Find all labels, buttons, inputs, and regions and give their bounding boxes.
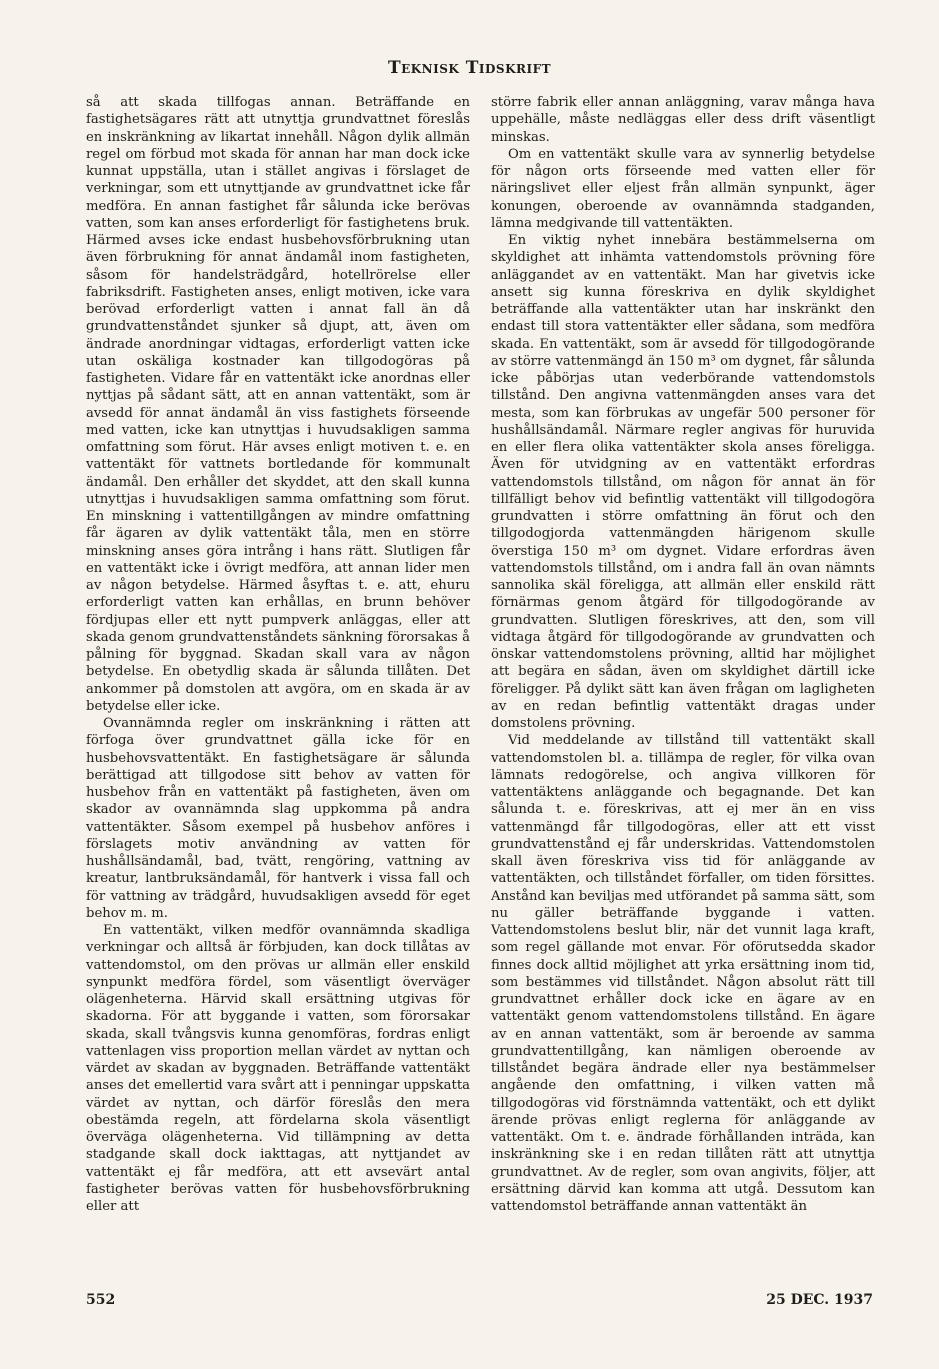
paragraph: En vattentäkt, vilken medför ovannämnda skadliga verkningar och alltså är förbjuden, kan dock tillåtas av vattendomstol, om den prövas ur allmän eller enskild synpunkt medföra fördel, som väsentligt överväger olägenheterna. Härvid skall ersättning utgivas för skadorna. För att byggande i vatten, som förorsakar skada, skall tvångsvis kunna genomföras, fordras enligt vattenlagen viss proportion mellan värdet av nyttan och värdet av skadan av byggnaden. Beträffande vattentäkt anses det emellertid vara svårt att i penningar uppskatta värdet av nyttan, och därför föreslås den mera obestämda regeln, att fördelarna skola väsentligt överväga olägenheterna. Vid tillämpning av detta stadgande skall dock iakttagas, att nyttjandet av vattentäkt ej får medföra, att ett avsevärt antal fastigheter berövas vatten för husbehovsförbrukning eller att — [86, 923, 470, 1214]
paragraph: Ovannämnda regler om inskränkning i rätten att förfoga över grundvattnet gälla icke för en husbehovsvattentäkt. En fastighetsägare är sålunda berättigad att tillgodose sitt behov av vatten för husbehov från en vattentäkt på fastigheten, även om skador av ovannämnda slag uppkomma på andra vattentäkter. Såsom exempel på husbehov anföres i förslagets motiv användning av vatten för hushållsändamål, bad, tvätt, rengöring, vattning av kreatur, lantbruksändamål, för hantverk i vissa fall och för vattning av trädgård, huvudsakligen avsedd för eget behov m. m. — [86, 716, 470, 921]
right-column — [491, 94, 875, 1215]
paragraph: Vid meddelande av tillstånd till vattentäkt skall vattendomstolen bl. a. tillämpa de regler, för vilka ovan lämnats redogörelse, och angiva villkoren för vattentäktens anläggande och begagnande. Det kan sålunda t. e. föreskrivas, att ej mer än en viss vattenmängd får tillgodogöras, eller att ett visst grundvattenstånd ej får underskridas. Vattendomstolen skall även föreskriva viss tid för anläggande av vattentäkten, och tillståndet förfaller, om tiden försittes. Anstånd kan beviljas med utförandet på samma sätt, som nu gäller beträffande byggande i vatten. Vattendomstolens beslut blir, när det vunnit laga kraft, som regel gällande mot envar. För oförutsedda skador finnes dock alltid möjlighet att yrka ersättning inom tid, som bestämmes vid tillståndet. Någon absolut rätt till grundvattnet erhåller dock icke en ägare av en vattentäkt genom vattendomstolens tillstånd. En ägare av en annan vattentäkt, som är beroende av samma grundvattentillgång, kan nämligen oberoende av tillståndet begära ändrade eller nya bestämmelser angående den omfattning, i vilken vatten må tillgodogöras vid förstnämnda vattentäkt, och ett dylikt ärende prövas enligt reglerna för anläggande av vattentäkt. Om t. e. ändrade förhållanden inträda, kan inskränkning ske i en redan tillåten rätt att utnyttja grundvattnet. Av de regler, som ovan angivits, följer, att ersättning därvid kan komma att utgå. Dessutom kan vattendomstol beträffande annan vattentäkt än — [491, 733, 875, 1214]
issue-date: 25 DEC. 1937 — [766, 1292, 873, 1308]
paragraph: En viktig nyhet innebära bestämmelserna om skyldighet att inhämta vattendomstols prövning före anläggandet av en vattentäkt. Man har givetvis icke ansett sig kunna föreskriva en dylik skyldighet beträffande alla vattentäkter utan har inskränkt den endast till stora vattentäkter eller sådana, som medföra skada. En vattentäkt, som är avsedd för tillgodogörande av större vattenmängd än 150 m³ om dygnet, får sålunda icke påbörjas utan vederbörande vattendomstols tillstånd. Den angivna vattenmängden anses vara det mesta, som kan förbrukas av ungefär 500 personer för hushållsändamål. Närmare regler angivas för huruvida en eller flera olika vattentäkter skola anses föreligga. Även för utvidgning av en vattentäkt erfordras vattendomstols tillstånd, om någon för annat än för tillfälligt behov vid befintlig vattentäkt vill tillgodogöra grundvatten i större omfattning än förut och den tillgodogjorda vattenmängden härigenom skulle överstiga 150 m³ om dygnet. Vidare erfordras även vattendomstols tillstånd, om i andra fall än ovan nämnts sannolika skäl föreligga, att allmän eller enskild rätt förnärmas genom åtgärd för tillgodogörande av grundvatten. Slutligen föreskrives, att den, som vill vidtaga åtgärd för tillgodogörande av grundvatten och önskar vattendomstolens prövning, alltid har möjlighet att begära en sådan, även om skyldighet därtill icke föreligger. På dylikt sätt kan även frågan om lagligheten av en redan befintlig vattentäkt dragas under domstolens prövning. — [491, 233, 875, 731]
page-number: 552 — [86, 1292, 116, 1308]
left-column — [86, 94, 470, 1215]
paragraph: större fabrik eller annan anläggning, varav många hava uppehälle, måste nedläggas eller dess drift väsentligt minskas. — [491, 95, 875, 145]
page-header: Teknisk Tidskrift — [387, 58, 552, 78]
paragraph: så att skada tillfogas annan. Beträffande en fastighetsägares rätt att utnyttja grundvattnet föreslås en inskränkning av likartat innehåll. Någon dylik allmän regel om förbud mot skada för annan har man dock icke kunnat uppställa, utan i stället angivas i förslaget de verkningar, som ett utnyttjande av grundvattnet icke får medföra. En annan fastighet får sålunda icke berövas vatten, som kan anses erforderligt för fastighetens bruk. Härmed avses icke endast husbehovsförbrukning utan även förbrukning för annat ändamål inom fastigheten, såsom för handelsträdgård, hotellrörelse eller fabriksdrift. Fastigheten anses, enligt motiven, icke vara berövad erforderligt vatten i annat fall än då grundvattenståndet sjunker så djupt, att, även om ändrade anordningar vidtagas, erforderligt vatten icke utan oskäliga kostnader kan tillgodogöras på fastigheten. Vidare får en vattentäkt icke anordnas eller nyttjas på sådant sätt, att en annan vattentäkt, som är avsedd för annat ändamål än viss fastighets förseende med vatten, icke kan utnyttjas i huvudsakligen samma omfattning som förut. Här avses enligt motiven t. e. en vattentäkt för vattnets bortledande för kommunalt ändamål. Den erhåller det skyddet, att den skall kunna utnyttjas i huvudsakligen samma omfattning som förut. En minskning i vattentillgången av mindre omfattning får ägaren av dylik vattentäkt tåla, men en större minskning anses göra intrång i hans rätt. Slutligen får en vattentäkt icke i övrigt medföra, att annan lider men av någon betydelse. Härmed åsyftas t. e. att, ehuru erforderligt vatten kan erhållas, en brunn behöver fördjupas eller ett nytt pumpverk anläggas, eller att skada genom grundvattenståndets sänkning förorsakas å pålning för byggnad. Skadan skall vara av någon betydelse. En obetydlig skada är sålunda tillåten. Det ankommer på domstolen att avgöra, om en skada är av betydelse eller icke. — [86, 95, 470, 714]
paragraph: Om en vattentäkt skulle vara av synnerlig betydelse för någon orts förseende med vatten eller för näringslivet eller eljest från allmän synpunkt, äger konungen, oberoende av ovannämnda stadganden, lämna medgivande till vattentäkten. — [491, 146, 875, 231]
